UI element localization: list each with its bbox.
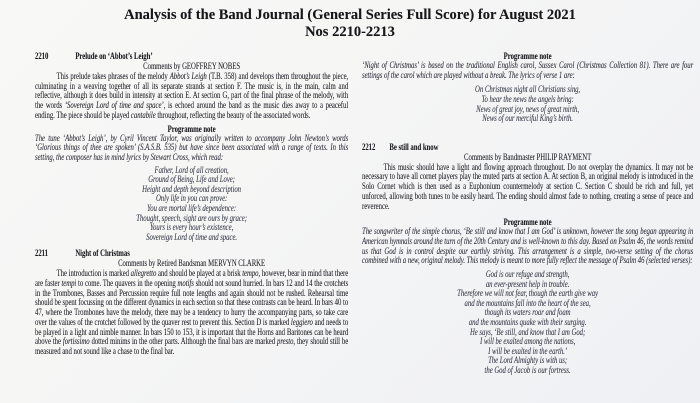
section-2210-hymn-verse: Father, Lord of all creation, Ground of Being, Life and Love; Height and depth beyond description Only life in you can prove: You are mortal life’s dependence: Thought, speech, sight are ours by grace; Yours is every hour’s existence, Sovereign Lord of time and space. — [136, 165, 247, 243]
section-2211-carol-verse: On Christmas night all Christians sing, To hear the news the angels bring: News of great joy, news of great mirth, News of our merciful King’s birth. — [475, 85, 581, 125]
left-column — [35, 0, 348, 358]
section-2212-analysis-paragraph: This music should have a light and flowing approach throughout. Do not overplay the dynamics. It may not be necessary to have all cornet players play the muted parts at section A. At section B, an original melody is introduced in the Solo Cornet which is then used as a Euphonium countermelody at section C. Section C should be rich and full, yet unforced, allowing both tunes to be easily heard. The ending should almost fade to nothing, creating a sense of peace and reverence. — [362, 162, 694, 212]
section-2210-analysis-paragraph: This prelude takes phrases of the melody Abbot’s Leigh (T.B. 358) and develops them throughout the piece, culminating in a weaving together of all its separate strands at section F. The music is, in the main, calm and reflective, although it does build in intensity at section E. At section G, part of the final phrase of the melody, with the words ‘Sovereign Lord of time and space’, is echoed around the band as the music dies away to a peaceful ending. The piece should be played cantabile throughout, reflecting the beauty of the associated words. — [35, 72, 349, 121]
document-title-line2: Nos 2210-2213 — [305, 23, 395, 40]
section-2212-comments-byline: Comments by Bandmaster PHILIP RAYMENT — [464, 152, 592, 163]
section-2212-title: Be still and know — [389, 142, 439, 153]
section-2212-psalm-verse: God is our refuge and strength, an ever-present help in trouble. Therefore we will not fear, though the earth give way and the mountains fall into the heart of the sea, though its waters roar and foam and the mountains quake with their surging. He says, ‘Be still, and know that I am God; I will be exalted among the nations, I will be exalted in the earth.’ The Lord Almighty is with us; the God of Jacob is our fortress. — [457, 270, 599, 377]
section-2212-heading — [362, 143, 693, 153]
section-2210-heading — [35, 52, 348, 62]
section-2210-programme-note-heading: Programme note — [167, 124, 216, 135]
section-2211-programme-note-paragraph: ‘Night of Christmas’ is based on the traditional English carol, Sussex Carol (Christmas Collection 81). There are four settings of the carol which are played without a break. The lyrics of verse 1 are: — [362, 61, 694, 81]
section-2211-heading — [35, 249, 348, 259]
document-title-line1: Analysis of the Band Journal (General Series Full Score) for August 2021 — [124, 7, 576, 23]
section-2211-number: 2211 — [35, 249, 48, 260]
section-2211-analysis-paragraph: The introduction is marked allegretto and should be played at a brisk tempo, however, bear in mind that there are faster tempi to come. The quavers in the opening motifs should not sound hurried. In bars 12 and 14 the crotchets in the Trombones, Basses and Percussion require full note lengths and again should not be rushed. Rehearsal time should be spent focussing on the different dynamics in each section so that these contrasts can be heard. In bars 40 to 47, where the Trombones have the melody, there may be a tendency to hurry the accompanying parts, so take care over the values of the crotchet followed by the quaver rest to prevent this. Section D is marked leggiero and needs to be played in a light and nimble manner. In bars 150 to 153, it is important that the Horns and Baritones can be heard above the fortissimo dotted minims in the other parts. Although the final bars are marked presto, they should still be measured and not sound like a chase to the final bar. — [35, 269, 349, 357]
section-2211-programme-note-heading: Programme note — [503, 52, 552, 62]
section-2212-number: 2212 — [362, 142, 376, 153]
section-2211-title: Night of Christmas — [75, 249, 130, 260]
section-2210-number: 2210 — [35, 52, 49, 62]
section-2212-programme-note-heading: Programme note — [503, 218, 552, 229]
section-2210-programme-note-paragraph: The tune ‘Abbot’s Leigh’, by Cyril Vincent Taylor, was originally written to accompany John Newton’s words ‘Glorious things of thee are spoken’ (S.A.S.B. 535) but have since been associated with a range of texts. In this setting, the composer has in mind lyrics by Stewart Cross, which read: — [35, 133, 349, 163]
section-2212-programme-note-paragraph: The songwriter of the simple chorus, ‘Be still and know that I am God’ is unknown, however the song began appearing in American hymnals around the turn of the 20th Century and is well-known to this day. Based on Psalm 46, the words remind us that God is in control despite our earthly striving. This arrangement is a simple, two-verse setting of the chorus combined with a new, original melody. This melody is meant to more fully reflect the message of Psalm 46 (selected verses): — [362, 227, 694, 267]
section-2210-comments-byline: Comments by GEOFFREY NOBES — [143, 62, 241, 72]
section-2210-title: Prelude on ‘Abbot’s Leigh’ — [75, 52, 153, 62]
section-2211-comments-byline: Comments by Retired Bandsman MERVYN CLARKE — [118, 259, 266, 270]
right-column — [362, 0, 693, 377]
